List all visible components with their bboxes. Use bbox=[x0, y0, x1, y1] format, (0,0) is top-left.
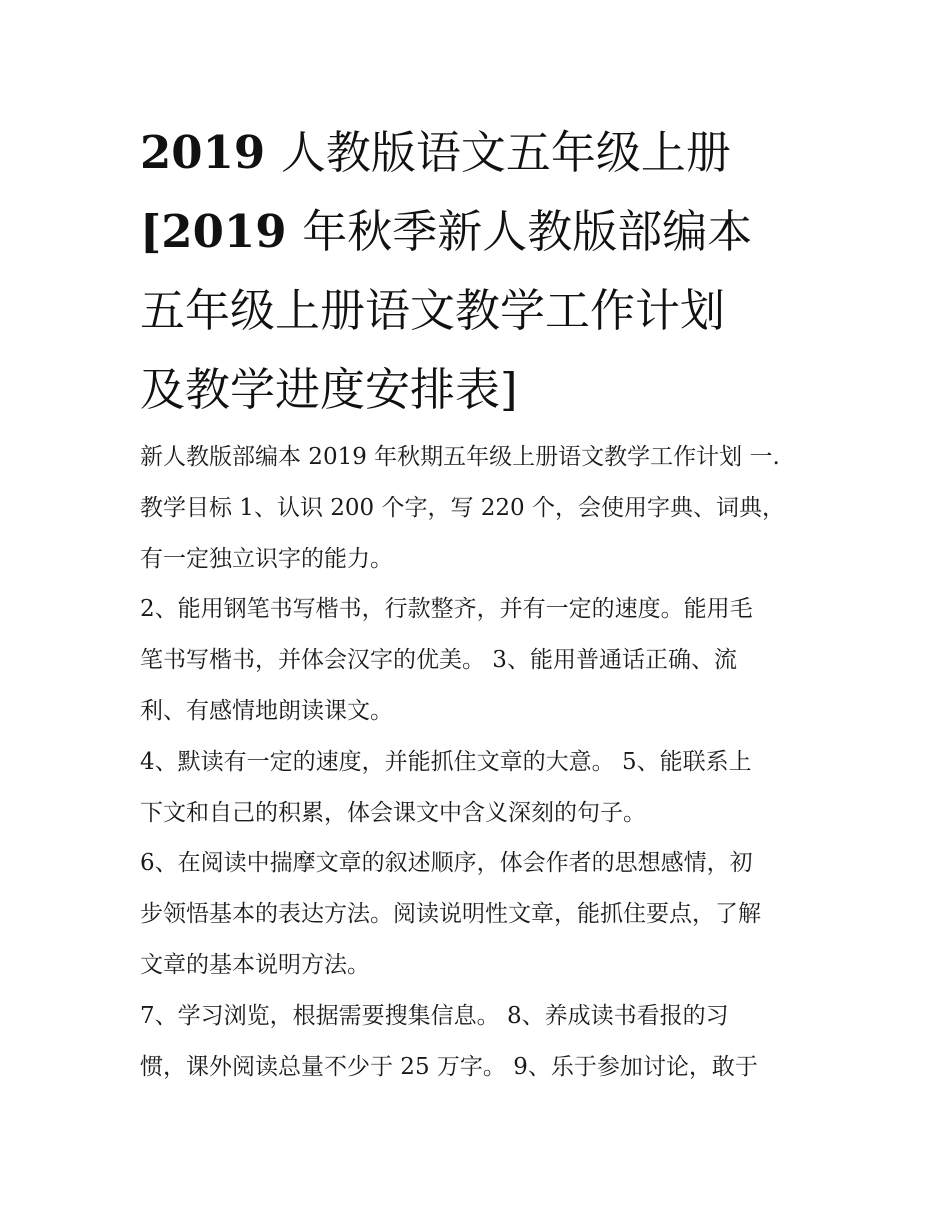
title-line-1 bbox=[140, 113, 840, 192]
body-line-10: 步领悟基本的表达方法。阅读说明性文章，能抓住要点，了解 bbox=[140, 901, 761, 928]
title-line-4-text: 及教学进度安排表] bbox=[140, 363, 518, 416]
body-line-5: 笔书写楷书，并体会汉字的优美。 3、能用普通话正确、流 bbox=[140, 647, 737, 674]
title-line-1-bold: 2019 bbox=[140, 126, 281, 179]
body-line-4: 2、能用钢笔书写楷书，行款整齐，并有一定的速度。能用毛 bbox=[140, 596, 753, 623]
body-line-3: 有一定独立识字的能力。 bbox=[140, 545, 393, 572]
body-line-11: 文章的基本说明方法。 bbox=[140, 951, 370, 978]
title-line-2-bold: [2019 bbox=[140, 205, 303, 258]
title-line-4 bbox=[140, 350, 840, 429]
body-line-9: 6、在阅读中揣摩文章的叙述顺序，体会作者的思想感情，初 bbox=[140, 850, 753, 877]
title-line-2-text: 年秋季新人教版部编本 bbox=[302, 205, 753, 258]
body-line-6: 利、有感情地朗读课文。 bbox=[140, 697, 393, 724]
title-line-3-text: 五年级上册语文教学工作计划 bbox=[140, 284, 726, 337]
title-line-2 bbox=[140, 192, 840, 271]
title-line-1-text: 人教版语文五年级上册 bbox=[280, 126, 731, 179]
body-line-2: 教学目标 1、认识 200 个字，写 220 个，会使用字典、词典， bbox=[140, 494, 785, 521]
document-body bbox=[140, 432, 820, 1092]
body-line-8: 下文和自己的积累，体会课文中含义深刻的句子。 bbox=[140, 799, 646, 826]
body-line-12: 7、学习浏览，根据需要搜集信息。 8、养成读书看报的习 bbox=[140, 1002, 729, 1029]
body-line-13: 惯，课外阅读总量不少于 25 万字。 9、乐于参加讨论，敢于 bbox=[140, 1053, 758, 1080]
title-line-3 bbox=[140, 271, 840, 350]
body-line-7: 4、默读有一定的速度，并能抓住文章的大意。 5、能联系上 bbox=[140, 748, 752, 775]
body-line-1: 新人教版部编本 2019 年秋期五年级上册语文教学工作计划 一. bbox=[140, 444, 780, 470]
document-title bbox=[140, 113, 840, 429]
